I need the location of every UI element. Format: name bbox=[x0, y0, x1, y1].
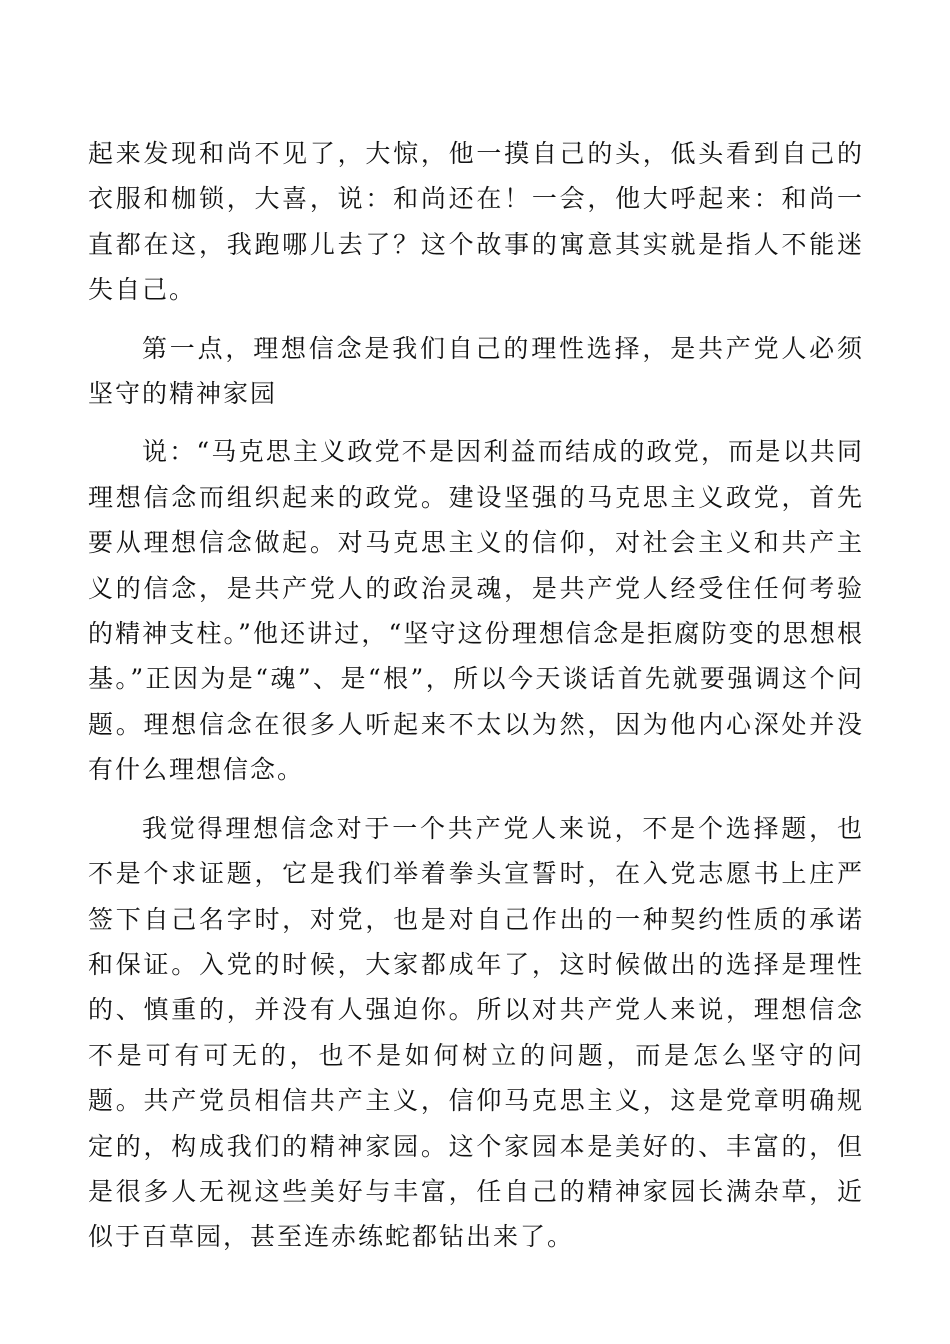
document-body bbox=[88, 131, 864, 1273]
paragraph-quote: 说：“马克思主义政党不是因利益而结成的政党，而是以共同理想信念而组织起来的政党。建设坚强的马克思主义政党，首先要从理想信念做起。对马克思主义的信仰，对社会主义和共产主义的信念，是共产党人的政治灵魂，是共产党人经受住任何考验的精神支柱。”他还讲过，“坚守这份理想信念是拒腐防变的思想根基。”正因为是“魂”、是“根”，所以今天谈话首先就要强调这个问题。理想信念在很多人听起来不太以为然，因为他内心深处并没有什么理想信念。 bbox=[88, 437, 864, 785]
paragraph-body: 我觉得理想信念对于一个共产党人来说，不是个选择题，也不是个求证题，它是我们举着拳头宣誓时，在入党志愿书上庄严签下自己名字时，对党，也是对自己作出的一种契约性质的承诺和保证。入党的时候，大家都成年了，这时候做出的选择是理性的、慎重的，并没有人强迫你。所以对共产党人来说，理想信念不是可有可无的，也不是如何树立的问题，而是怎么坚守的问题。共产党员相信共产主义，信仰马克思主义，这是党章明确规定的，构成我们的精神家园。这个家园本是美好的、丰富的，但是很多人无视这些美好与丰富，任自己的精神家园长满杂草，近似于百草园，甚至连赤练蛇都钻出来了。 bbox=[88, 813, 864, 1252]
paragraph-continuation: 起来发现和尚不见了，大惊，他一摸自己的头，低头看到自己的衣服和枷锁，大喜，说：和尚还在！一会，他大呼起来：和尚一直都在这，我跑哪儿去了？这个故事的寓意其实就是指人不能迷失自己。 bbox=[88, 139, 864, 305]
section-heading: 第一点，理想信念是我们自己的理性选择，是共产党人必须坚守的精神家园 bbox=[88, 333, 864, 409]
